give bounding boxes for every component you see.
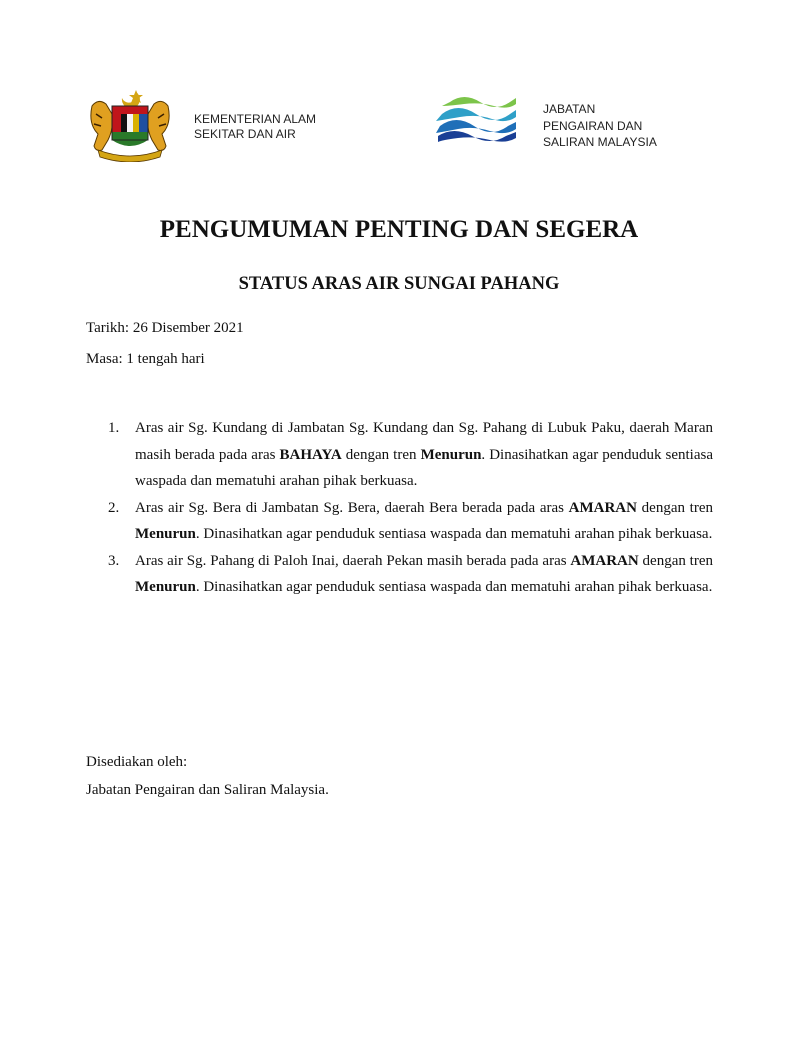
department-name <box>543 101 657 151</box>
page-title: PENGUMUMAN PENTING DAN SEGERA <box>159 216 639 243</box>
page-subtitle: STATUS ARAS AIR SUNGAI PAHANG <box>238 274 560 294</box>
item-text: Aras air Sg. Kundang di Jambatan Sg. Kundang dan Sg. Pahang di Lubuk Paku, daerah Maran masih berada pada aras <box>135 420 713 463</box>
notice-list <box>86 415 713 601</box>
list-item <box>86 548 713 601</box>
department-name-line3: SALIRAN MALAYSIA <box>543 135 657 149</box>
item-text: Aras air Sg. Pahang di Paloh Inai, daerah Pekan masih berada pada aras <box>135 552 571 569</box>
date-line: Tarikh: 26 Disember 2021 <box>86 320 244 336</box>
trend-status: Menurun <box>420 446 482 463</box>
item-text: dengan tren <box>636 499 713 516</box>
trend-status: Menurun <box>135 579 196 595</box>
ministry-name-line1: KEMENTERIAN ALAM <box>194 112 317 126</box>
trend-status: Menurun <box>135 526 196 542</box>
water-level-status: AMARAN <box>568 499 637 516</box>
list-item <box>86 495 713 548</box>
item-text: . Dinasihatkan agar penduduk sentiasa waspada dan mematuhi arahan pihak berkuasa. <box>195 526 713 542</box>
department-name-line1: JABATAN <box>543 102 596 116</box>
item-number: 1. <box>108 420 120 436</box>
prepared-by-name: Jabatan Pengairan dan Saliran Malaysia. <box>86 782 329 798</box>
item-text: Aras air Sg. Bera di Jambatan Sg. Bera, daerah Bera berada pada aras <box>135 499 569 516</box>
ministry-name <box>194 112 316 142</box>
jps-wave-logo-icon <box>436 92 524 142</box>
water-level-status: AMARAN <box>570 552 639 569</box>
item-text: dengan tren <box>341 446 421 463</box>
item-number: 3. <box>108 552 120 569</box>
time-line: Masa: 1 tengah hari <box>86 351 205 367</box>
malaysia-coat-of-arms-icon <box>84 84 176 162</box>
item-number: 2. <box>108 499 120 516</box>
list-item <box>86 415 713 495</box>
department-name-line2: PENGAIRAN DAN <box>543 118 643 133</box>
item-text: . Dinasihatkan agar penduduk sentiasa waspada dan mematuhi arahan pihak berkuasa. <box>135 446 713 489</box>
item-text: . Dinasihatkan agar penduduk sentiasa waspada dan mematuhi arahan pihak berkuasa. <box>195 579 713 595</box>
ministry-name-line2: SEKITAR DAN AIR <box>194 127 296 141</box>
water-level-status: BAHAYA <box>279 446 342 463</box>
prepared-by-label: Disediakan oleh: <box>86 754 188 770</box>
item-text: dengan tren <box>638 552 714 569</box>
